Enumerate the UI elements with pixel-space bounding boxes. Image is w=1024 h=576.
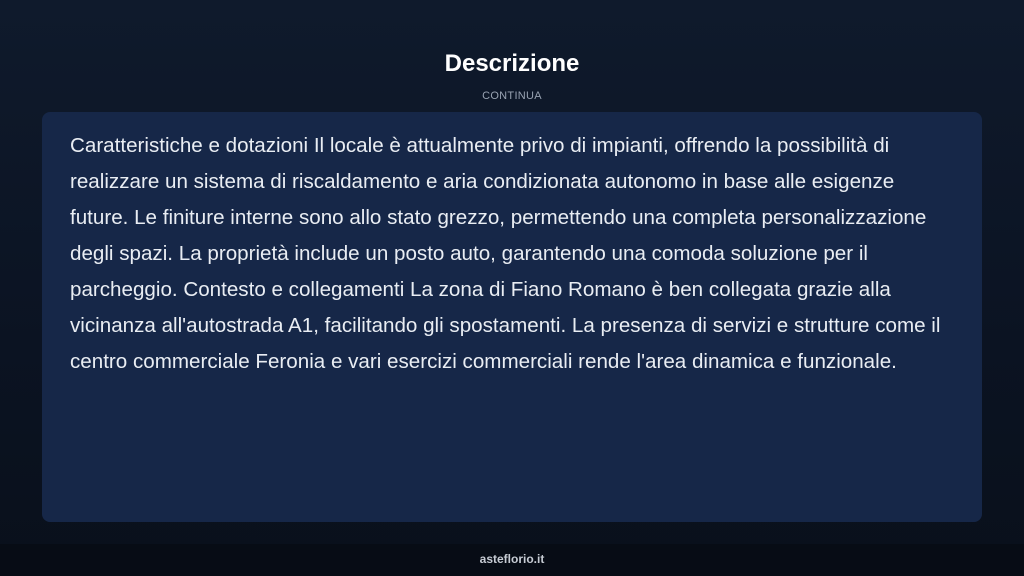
footer-bar [0,544,1024,576]
page-title: Descrizione [444,50,580,77]
description-card [42,112,982,522]
description-text: Caratteristiche e dotazioni Il locale è attualmente privo di impianti, offrendo la possibilità di realizzare un sistema di riscaldamento e aria condizionata autonomo in base alle esigenze future. Le finiture interne sono allo stato grezzo, permettendo una completa personalizzazione degli spazi. La proprietà include un posto auto, garantendo una comoda soluzione per il parcheggio. Contesto e collegamenti La zona di Fiano Romano è ben collegata grazie alla vicinanza all'autostrada A1, facilitando gli spostamenti. La presenza di servizi e strutture come il centro commerciale Feronia e vari esercizi commerciali rende l'area dinamica e funzionale. [70,134,941,373]
footer-site-label: asteflorio.it [479,552,545,566]
page-subtitle: CONTINUA [482,90,542,102]
